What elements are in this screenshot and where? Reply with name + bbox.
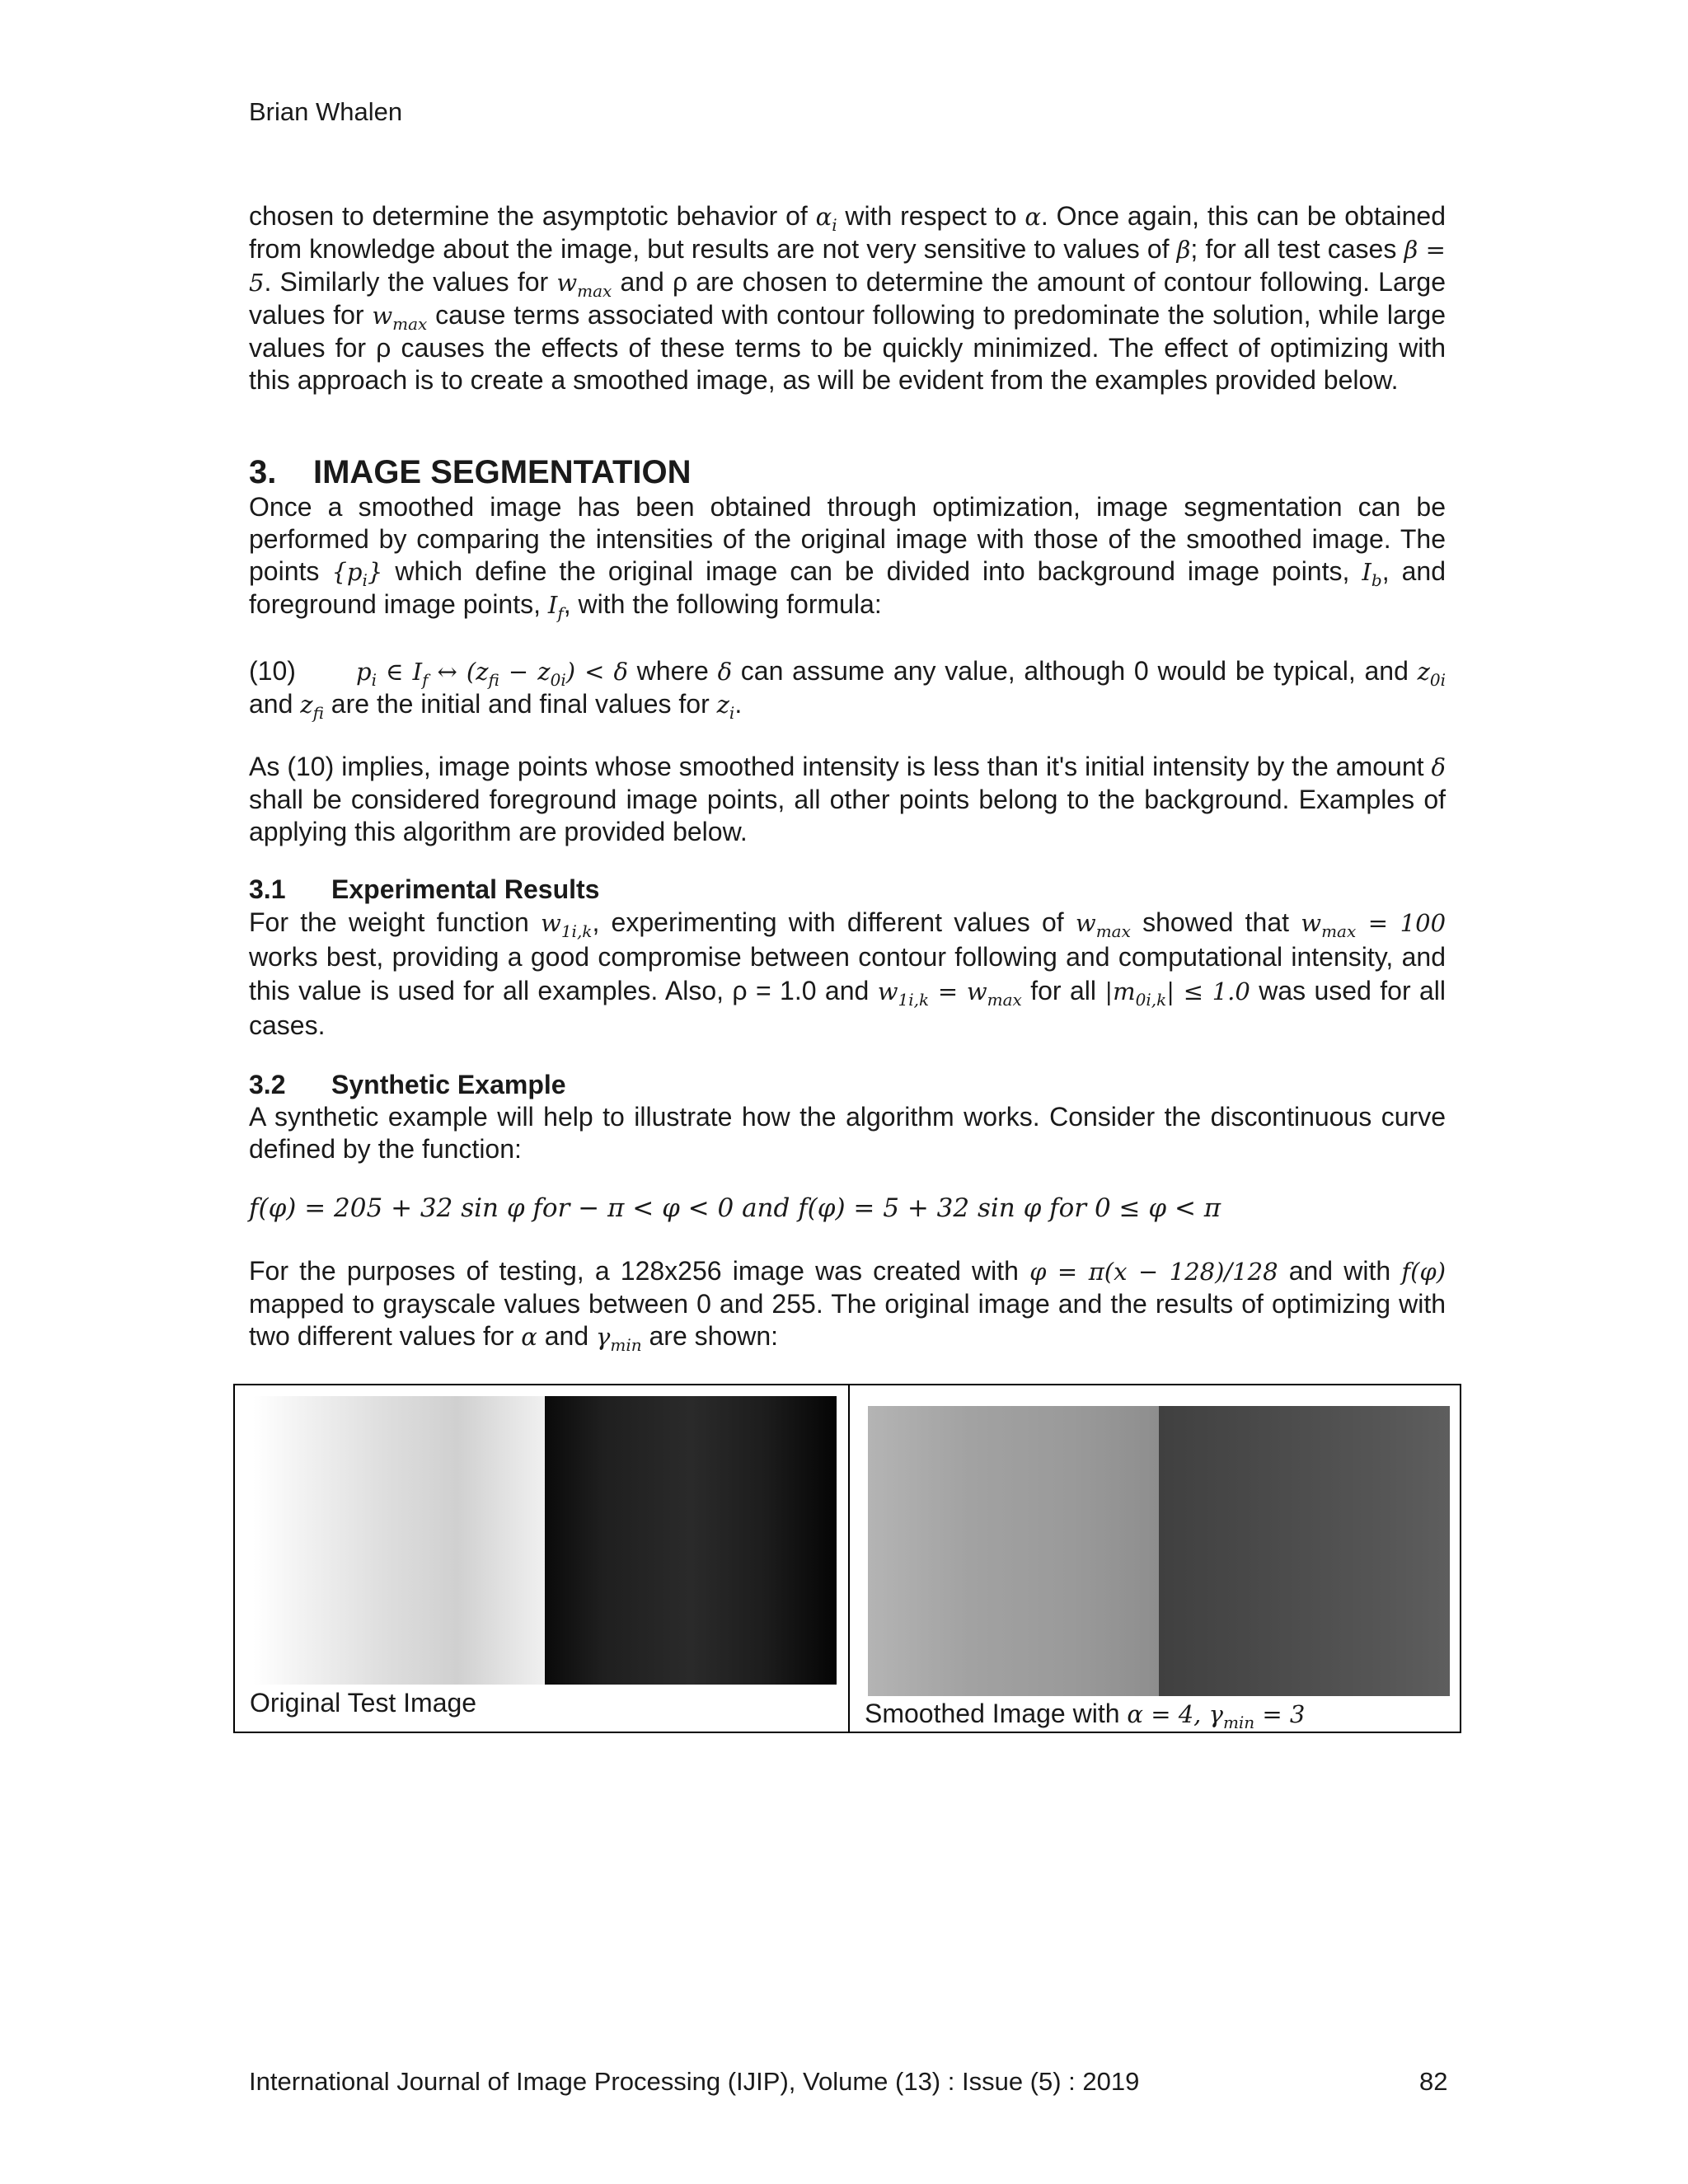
- section-3-2-block: [249, 1069, 1446, 1165]
- intro-paragraph-block: [249, 200, 1446, 396]
- equation-10-block: [249, 655, 1446, 721]
- math-z0i: $z_{0i}$: [1417, 658, 1447, 690]
- math-I-f: $I_f$: [547, 591, 564, 623]
- text-run: . Similarly the values for: [264, 267, 557, 297]
- section-3-2-paragraph-2: [249, 1255, 1446, 1353]
- paragraph: As (10) implies, image points whose smoothed intensity is less than it's initial intensity by the amount δ shall be considered foreground image points, all other points belong to the background. Examples of applying this algorithm are provided below.: [249, 752, 1446, 846]
- footer-journal: International Journal of Image Processing (IJIP), Volume (13) : Issue (5) : 2019: [249, 2067, 1140, 2096]
- math-w-max: $w_{max}$: [1075, 909, 1131, 941]
- section-3-paragraph-1: [249, 491, 1446, 621]
- original-image-dark-half: [545, 1396, 837, 1685]
- math-alpha-i: $\alpha_i$: [815, 203, 837, 235]
- math-alpha: α: [1025, 203, 1041, 231]
- equation-10: $p_i$ ∈ $I_f$ ↔ $(z_{fi} - z_{0i}) < \delta$: [356, 658, 628, 690]
- footer-page-number: 82: [1419, 2067, 1448, 2096]
- math-w-max: $w_{max}$: [372, 302, 428, 334]
- math-w-max-equals: $w_{max} = 100$: [1301, 909, 1447, 941]
- figure-table: [233, 1384, 1461, 1733]
- piecewise-function-formula: f(φ) = 205 + 32 sin φ for − π < φ < 0 and f(φ) = 5 + 32 sin φ for 0 ≤ φ < π: [249, 1193, 1221, 1223]
- math-f-phi: f(φ): [1401, 1258, 1447, 1286]
- math-caption-params: α = 4, $\gamma_{min} = 3$: [1127, 1700, 1306, 1732]
- math-gamma-min: $\gamma_{min}$: [596, 1323, 642, 1355]
- section-3-heading-block: [249, 453, 1446, 491]
- text-run: with respect to: [837, 201, 1025, 231]
- paragraph: Once a smoothed image has been obtained through optimization, image segmentation can be performed by comparing the intensities of the original image with those of the smoothed image. The points $\{p_i\}$ which define the original image can be divided into background image points, $I_b$, and foreground image points, $I_f$, with the following formula:: [249, 492, 1447, 623]
- text-run: and ρ are chosen to determine the amount of contour following. Large values for: [249, 267, 1447, 330]
- text-run: . Once again, this can be obtained from knowledge about the image, but results are not very sensitive to values of: [249, 201, 1447, 264]
- math-point-set: $\{p_i\}$: [331, 558, 383, 590]
- math-abs-m0ik: $|m_{0i,k}| \le 1.0$: [1104, 977, 1250, 1010]
- caption-smoothed: Smoothed Image with α = 4, $\gamma_{min} = 3$: [865, 1699, 1306, 1732]
- math-w-equals-wmax: $w_{1i,k} = w_{max}$: [877, 977, 1022, 1010]
- paragraph: For the purposes of testing, a 128x256 image was created with φ = π(x − 128)/128 and with f(φ) mapped to grayscale values between 0 and 255. The original image and the results of optimizing with two different values for α and $\gamma_{min}$ are shown:: [249, 1256, 1447, 1355]
- math-alpha: α: [521, 1323, 537, 1351]
- original-test-image: [253, 1396, 837, 1685]
- math-zfi: $z_{fi}$: [300, 691, 324, 723]
- math-delta: δ: [1431, 753, 1446, 781]
- math-zi: $z_i$: [716, 691, 735, 723]
- subsection-heading: 3.1 Experimental Results: [249, 874, 600, 904]
- original-image-light-half: [253, 1396, 545, 1685]
- math-phi-mapping: φ = π(x − 128)/128: [1029, 1258, 1278, 1286]
- section-3-paragraph-2: [249, 751, 1446, 848]
- paragraph: A synthetic example will help to illustrate how the algorithm works. Consider the discontinuous curve defined by the function:: [249, 1102, 1446, 1164]
- math-I-b: $I_b$: [1362, 558, 1382, 590]
- paragraph: For the weight function $w_{1i,k}$, experimenting with different values of $w_{max}$ showed that $w_{max} = 100$ works best, providing a good compromise between contour following and computational intensity, and this value is used for all examples. Also, ρ = 1.0 and $w_{1i,k} = w_{max}$ for all $|m_{0i,k}| \le 1.0$ was used for all cases.: [249, 907, 1447, 1040]
- caption-original: Original Test Image: [250, 1688, 477, 1718]
- subsection-heading: 3.2 Synthetic Example: [249, 1070, 566, 1099]
- smoothed-image-light-half: [868, 1406, 1159, 1696]
- equation-paragraph: (10) $p_i$ ∈ $I_f$ ↔ $(z_{fi} - z_{0i}) < \delta$ where δ can assume any value, although 0 would be typical, and $z_{0i}$ and $z_{fi}$ are the initial and final values for $z_i$.: [249, 656, 1447, 723]
- text-run: cause terms associated with contour following to predominate the solution, while large values for ρ causes the effects of these terms to be quickly minimized. The effect of optimizing with this approach is to create a smoothed image, as will be evident from the examples provided below.: [249, 300, 1447, 395]
- math-beta: β: [1176, 236, 1191, 264]
- figure-divider: [848, 1385, 850, 1732]
- math-beta-equals: β = 5: [249, 236, 1446, 297]
- smoothed-image: [868, 1406, 1450, 1696]
- piecewise-formula-block: [249, 1192, 1446, 1225]
- equation-number: (10): [249, 656, 296, 686]
- math-w-1ik: $w_{1i,k}$: [541, 909, 593, 941]
- text-run: chosen to determine the asymptotic behavior of: [249, 201, 816, 231]
- smoothed-image-dark-half: [1159, 1406, 1450, 1696]
- section-3-1-block: [249, 874, 1446, 1043]
- text-run: ; for all test cases: [1190, 234, 1404, 264]
- paragraph-continuation: [249, 200, 1446, 396]
- section-heading: 3. IMAGE SEGMENTATION: [249, 454, 692, 490]
- math-delta: δ: [717, 658, 733, 686]
- math-w-max: $w_{max}$: [556, 269, 612, 301]
- running-header-author: Brian Whalen: [249, 97, 403, 126]
